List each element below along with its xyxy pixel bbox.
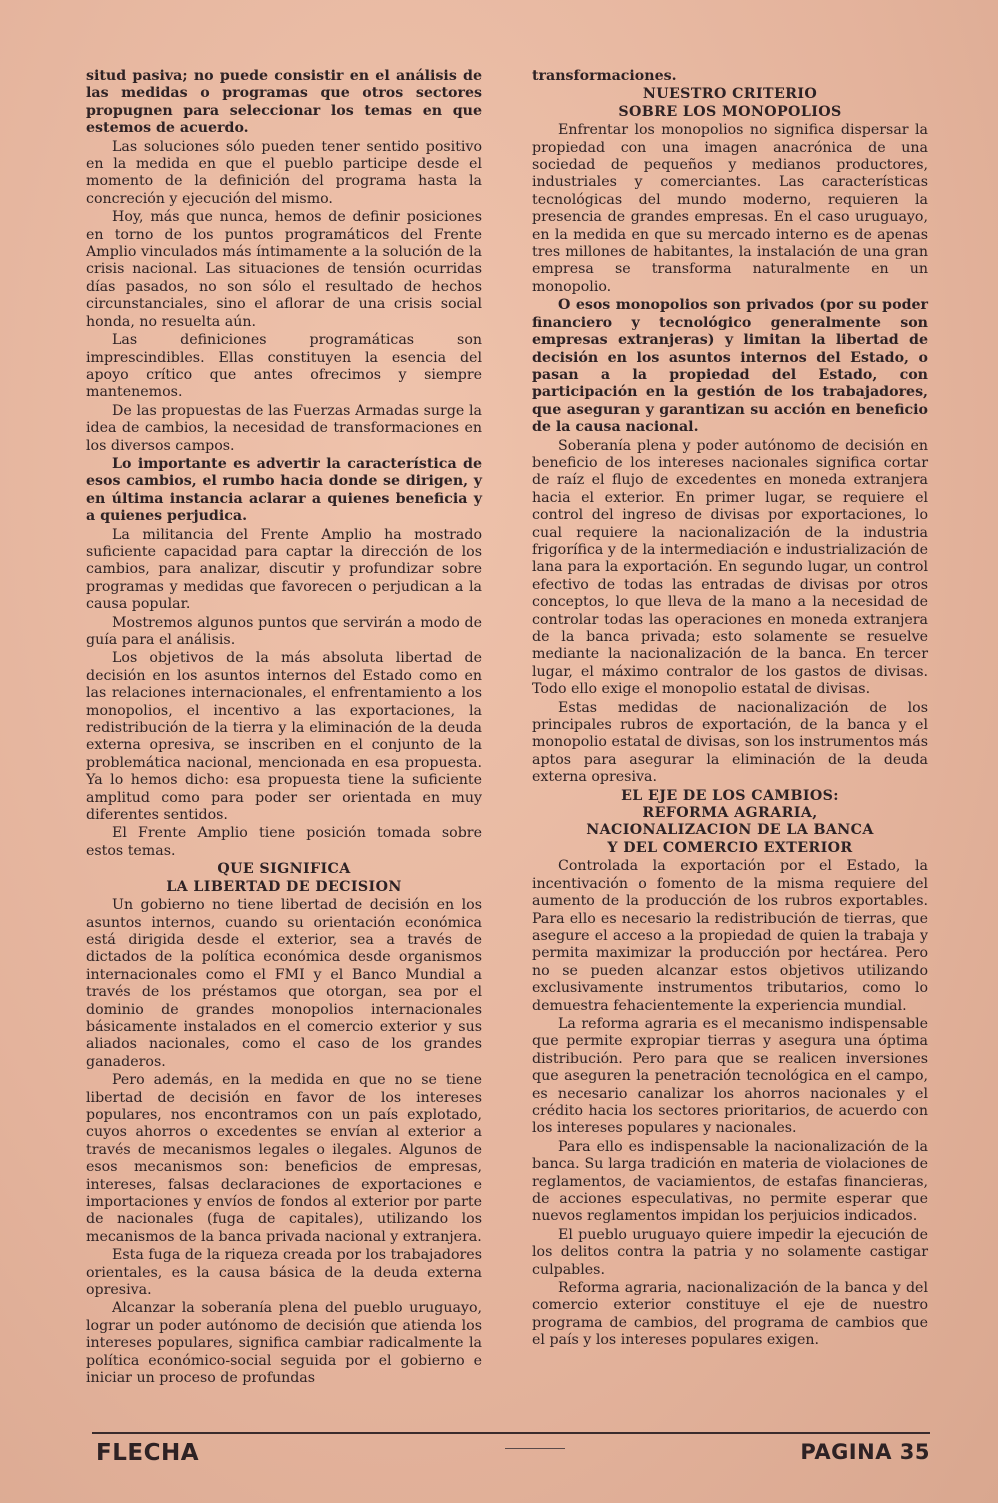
paragraph: Las definiciones programáticas son imprescindibles. Ellas constituyen la esencia del apoyo crítico que antes ofrecimos y siempre mantenemos. bbox=[86, 332, 482, 401]
section-heading: QUE SIGNIFICA bbox=[217, 861, 351, 878]
page-number: PAGINA 35 bbox=[800, 1440, 930, 1464]
paragraph: Estas medidas de nacionalización de los principales rubros de exportación, de la banca y el monopolio estatal de divisas, son los instrumentos más aptos para asegurar la eliminación de la deuda externa opresiva. bbox=[532, 699, 928, 786]
paragraph: De las propuestas de las Fuerzas Armadas surge la idea de cambios, la necesidad de transformaciones en los diversos campos. bbox=[86, 402, 482, 454]
paragraph: situd pasiva; no puede consistir en el análisis de las medidas o programas que otros sectores propugnen para seleccionar los temas en que estemos de acuerdo. bbox=[86, 68, 482, 137]
paragraph: Controlada la exportación por el Estado, la incentivación o fomento de la misma requiere del aumento de la producción de los rubros exportables. Para ello es necesario la redistribución de tierras, que asegure el acceso a la propiedad de quien la trabaja y permita maximizar la producción por hectárea. Pero no se pueden alcanzar estos objetivos utilizando exclusivamente instrumentos tributarios, como lo demuestra fehacientemente la experiencia mundial. bbox=[532, 858, 928, 1014]
right-column bbox=[532, 68, 928, 1350]
section-heading: NACIONALIZACION DE LA BANCA bbox=[586, 822, 874, 839]
paragraph: Reforma agraria, nacionalización de la banca y del comercio exterior constituye el eje de nuestro programa de cambios, del programa de cambios que el país y los intereses populares exigen. bbox=[532, 1280, 928, 1349]
paragraph: Hoy, más que nunca, hemos de definir posiciones en torno de los puntos programáticos del Frente Amplio vinculados más íntimamente a la solución de la crisis nacional. Las situaciones de tensión ocurridas días pasados, no son sólo el resultado de hechos circunstanciales, sino el aflorar de una crisis social honda, no resuelta aún. bbox=[86, 209, 482, 330]
paragraph: La reforma agraria es el mecanismo indispensable que permite expropiar tierras y asegura una óptima distribución. Pero para que se realicen inversiones que aseguren la penetración tecnológica en el campo, es necesario canalizar los ahorros nacionales y el crédito hacia los sectores prioritarios, de acuerdo con los intereses populares y nacionales. bbox=[532, 1015, 928, 1137]
paragraph: Un gobierno no tiene libertad de decisión en los asuntos internos, cuando su orientación económica está dirigida desde el exterior, sea a través de dictados de la política económica desde organismos internacionales como el FMI y el Banco Mundial a través de los préstamos que otorgan, sea por el dominio de grandes monopolios internacionales básicamente instalados en el comercio exterior y sus aliados nacionales, como el caso de los grandes ganaderos. bbox=[86, 897, 482, 1070]
paragraph: Soberanía plena y poder autónomo de decisión en beneficio de los intereses nacionales significa cortar de raíz el flujo de excedentes en moneda extranjera hacia el exterior. En primer lugar, se requiere el control del ingreso de divisas por exportaciones, lo cual requiere la nacionalización de la industria frigorífica y de la intermediación e industrialización de lana para la exportación. En segundo lugar, un control efectivo de todas las entradas de divisas por otros conceptos, lo que lleva de la mano a la necesidad de controlar todas las operaciones en moneda extranjera de la banca privada; esto solamente se resuelve mediante la nacionalización de la banca. En tercer lugar, el máximo contralor de los gastos de divisas. Todo ello exige el monopolio estatal de divisas. bbox=[532, 437, 928, 698]
section-heading: EL EJE DE LOS CAMBIOS: bbox=[621, 787, 839, 804]
section-heading: REFORMA AGRARIA, bbox=[642, 805, 818, 822]
footer-ornament bbox=[505, 1438, 565, 1449]
paragraph: Las soluciones sólo pueden tener sentido positivo en la medida en que el pueblo participe desde el momento de la definición del programa hasta la concreción y ejecución del mismo. bbox=[86, 138, 482, 207]
paragraph: Alcanzar la soberanía plena del pueblo uruguayo, lograr un poder autónomo de decisión que atienda los intereses populares, significa cambiar radicalmente la política económico-social seguida por el gobierno e iniciar un proceso de profundas bbox=[86, 1300, 482, 1387]
paragraph: transformaciones. bbox=[532, 68, 677, 84]
paragraph: Mostremos algunos puntos que servirán a modo de guía para el análisis. bbox=[86, 614, 482, 648]
section-heading: SOBRE LOS MONOPOLIOS bbox=[618, 103, 842, 120]
paragraph: Los objetivos de la más absoluta libertad de decisión en los asuntos internos del Estado como en las relaciones internacionales, el enfrentamiento a los monopolios, el incentivo a las exportaciones, la redistribución de la tierra y la eliminación de la deuda externa opresiva, se inscriben en el conjunto de la problemática nacional, mencionada en esa propuesta. Ya lo hemos dicho: esa propuesta tiene la suficiente amplitud como para poder ser orientada en muy diferentes sentidos. bbox=[86, 650, 482, 824]
section-heading: NUESTRO CRITERIO bbox=[642, 86, 818, 103]
paragraph: Lo importante es advertir la característica de esos cambios, el rumbo hacia donde se dirigen, y en última instancia aclarar a quienes beneficia y a quienes perjudica. bbox=[86, 455, 482, 525]
footer-divider bbox=[92, 1432, 930, 1434]
paragraph: El Frente Amplio tiene posición tomada sobre estos temas. bbox=[86, 825, 482, 859]
paragraph: El pueblo uruguayo quiere impedir la ejecución de los delitos contra la patria y no solamente castigar culpables. bbox=[532, 1226, 928, 1278]
paragraph: Enfrentar los monopolios no significa dispersar la propiedad con una imagen anacrónica de una sociedad de pequeños y medianos productores, industriales y comerciantes. Las características tecnológicas del mundo moderno, requieren la presencia de grandes empresas. En el caso uruguayo, en la medida en que su mercado interno es de apenas tres millones de habitantes, la instalación de una gran empresa se transforma naturalmente en un monopolio. bbox=[532, 122, 928, 295]
left-column bbox=[86, 68, 482, 1387]
paragraph: La militancia del Frente Amplio ha mostrado suficiente capacidad para captar la dirección de los cambios, para analizar, discutir y profundizar sobre programas y medidas que favorecen o perjudican a la causa popular. bbox=[86, 526, 482, 613]
paragraph: O esos monopolios son privados (por su poder financiero y tecnológico generalmente son empresas extranjeras) y limitan la libertad de decisión en los asuntos internos del Estado, o pasan a la propiedad del Estado, con participación en la gestión de los trabajadores, que aseguran y garantizan su acción en beneficio de la causa nacional. bbox=[532, 297, 928, 436]
paragraph: Pero además, en la medida en que no se tiene libertad de decisión en favor de los intereses populares, nos encontramos con un país explotado, cuyos ahorros o excedentes se envían al exterior a través de mecanismos legales o ilegales. Algunos de esos mecanismos son: beneficios de empresas, intereses, falsas declaraciones de exportaciones e importaciones y envíos de fondos al exterior por parte de nacionales (fuga de capitales), utilizando los mecanismos de la banca privada nacional y extranjera. bbox=[86, 1072, 482, 1245]
paragraph: Esta fuga de la riqueza creada por los trabajadores orientales, es la causa básica de la deuda externa opresiva. bbox=[86, 1247, 482, 1299]
publication-name: FLECHA bbox=[96, 1440, 200, 1466]
section-heading: LA LIBERTAD DE DECISION bbox=[166, 878, 402, 895]
paragraph: Para ello es indispensable la nacionalización de la banca. Su larga tradición en materia de violaciones de reglamentos, de vaciamientos, de estafas financieras, de acciones especulativas, no permite esperar que nuevos reglamentos impidan los perjuicios indicados. bbox=[532, 1138, 928, 1225]
section-heading: Y DEL COMERCIO EXTERIOR bbox=[607, 839, 853, 856]
